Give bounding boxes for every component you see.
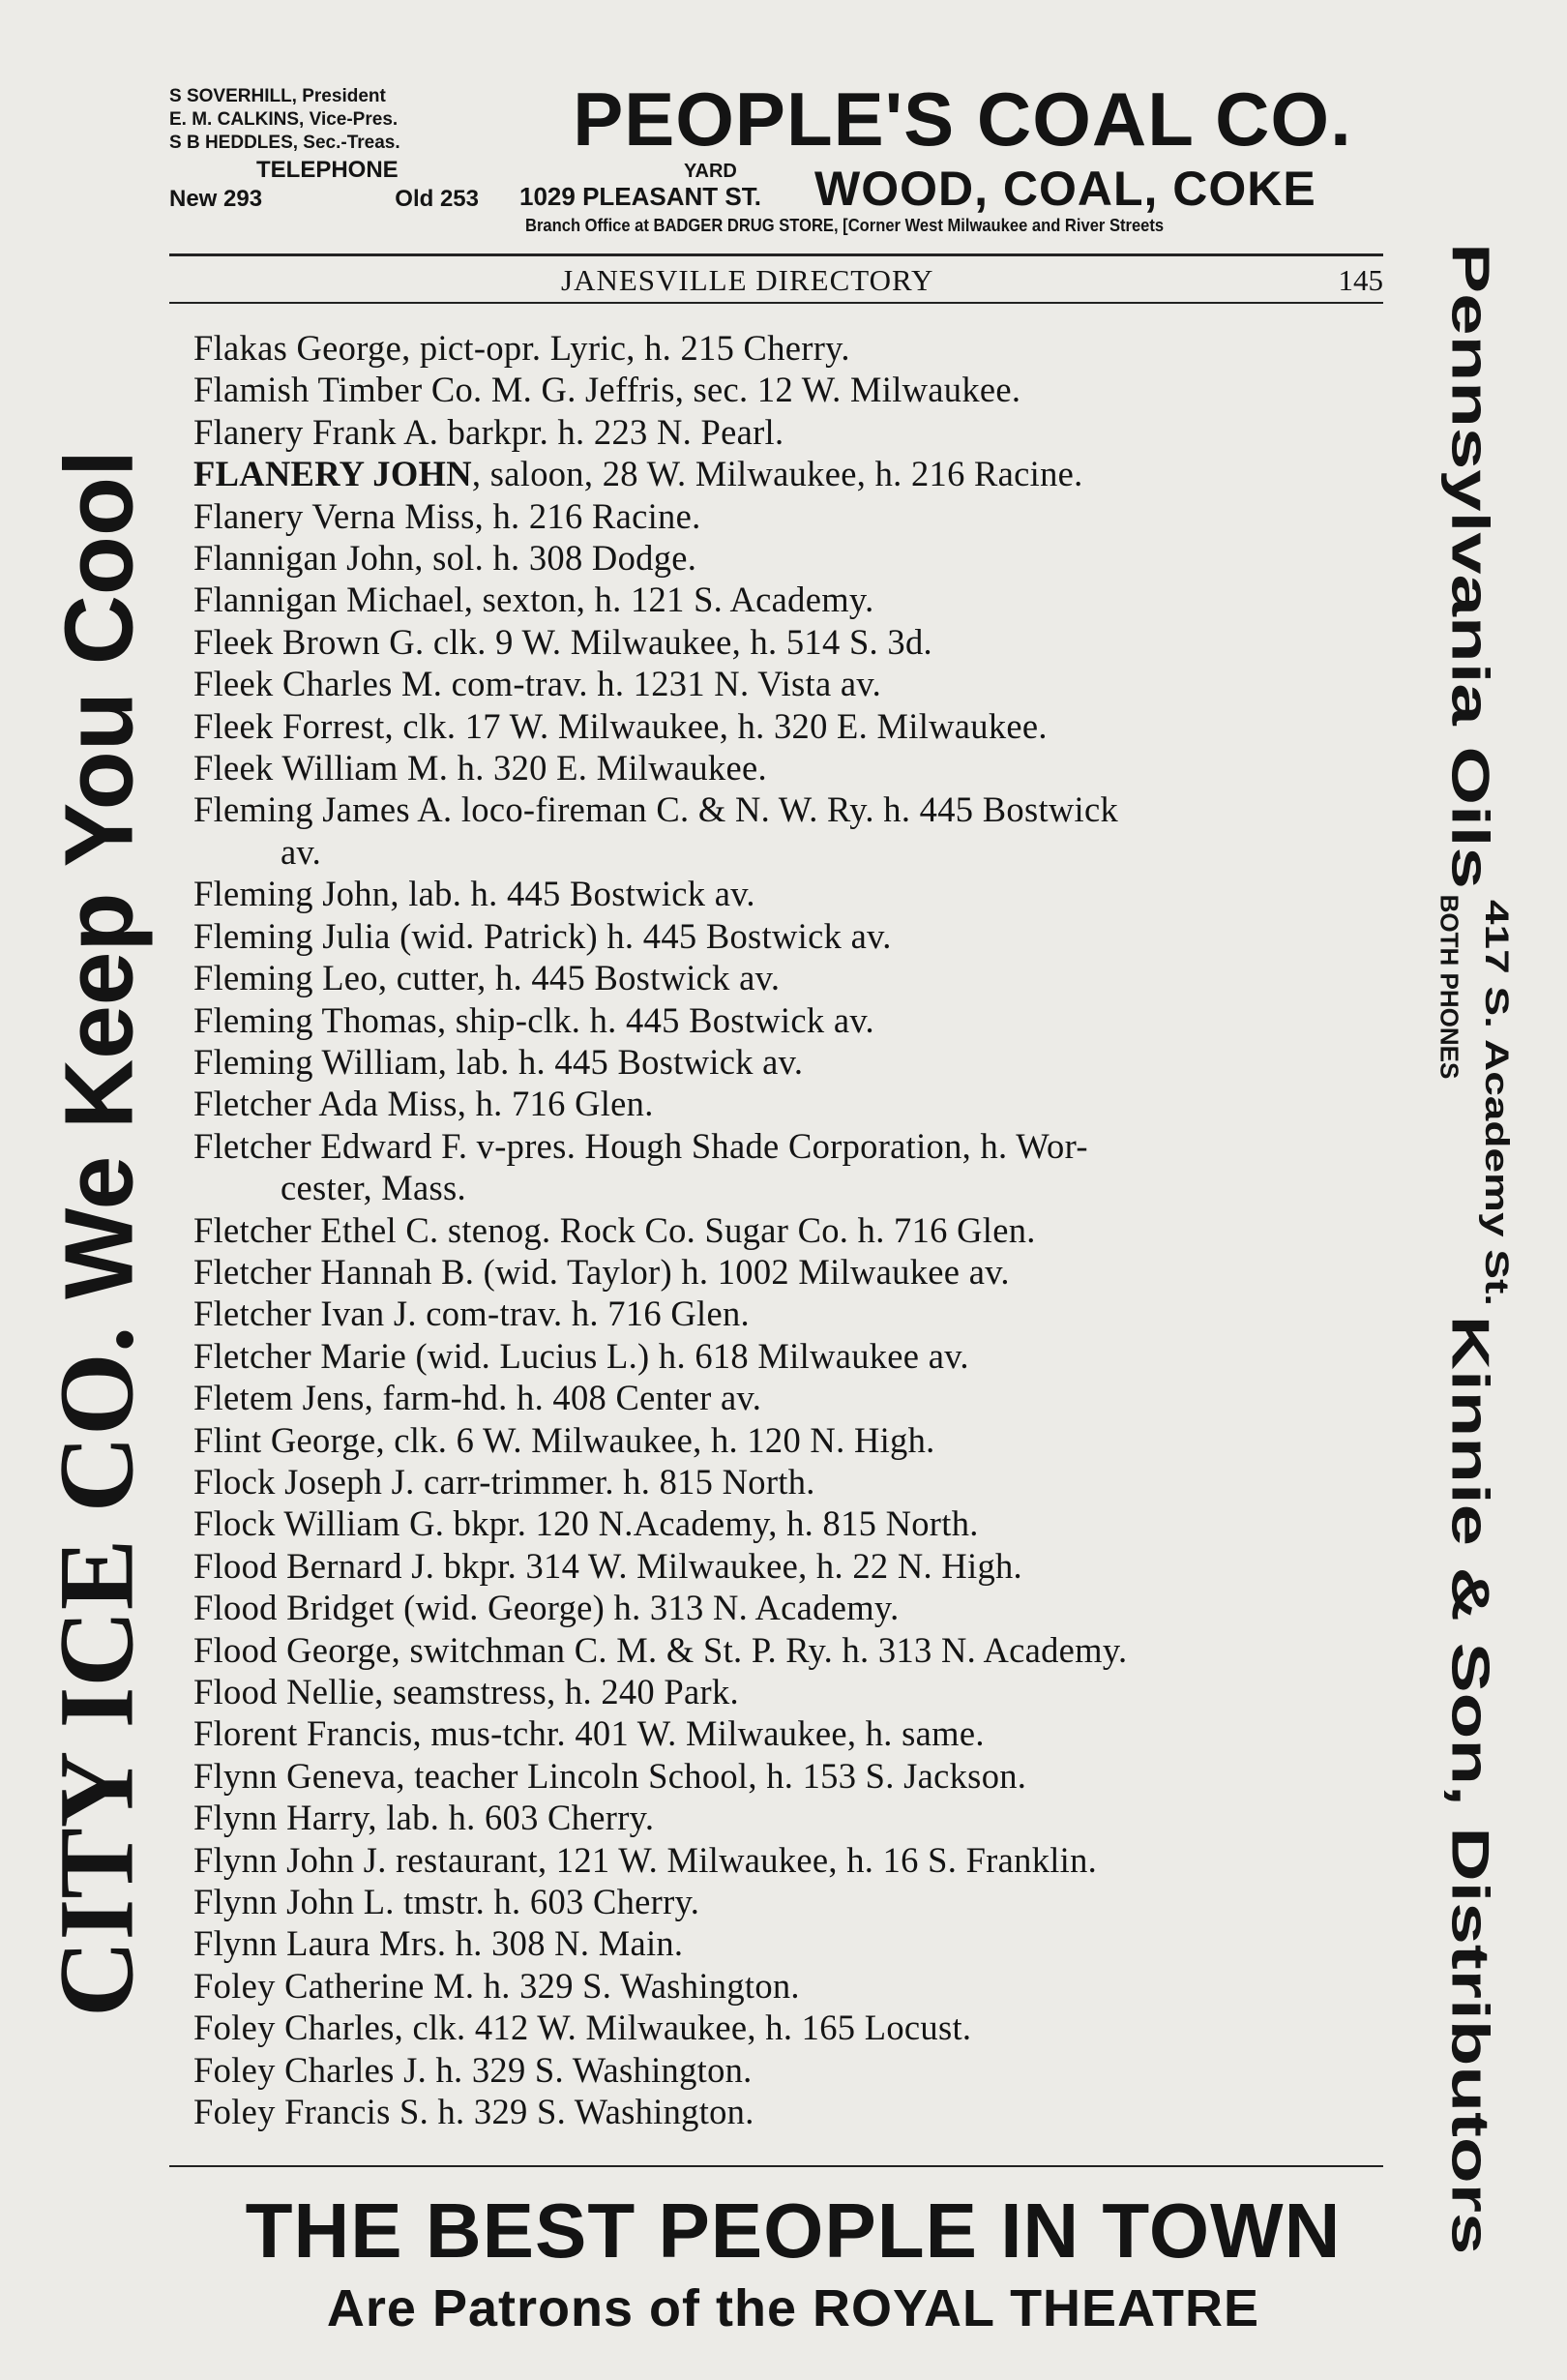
products: WOOD, COAL, COKE (814, 162, 1316, 216)
directory-entry (193, 1629, 1393, 1671)
entry-name: Foley Catherine M. (193, 1965, 475, 2006)
entry-name: Flock William G. (193, 1503, 445, 1544)
entry-name: Fleming Thomas (193, 999, 437, 1040)
directory-entry (193, 1209, 1393, 1251)
directory-entries (193, 327, 1393, 2132)
entry-detail: h. 320 E. Milwaukee. (448, 748, 767, 788)
directory-entry (193, 1587, 1393, 1628)
entry-detail: , lab. h. 603 Cherry. (368, 1798, 655, 1838)
entry-name: Fleek Charles M. (193, 664, 443, 704)
ice-company-name: CITY ICE CO. (37, 1325, 156, 2017)
directory-entry (193, 2049, 1393, 2091)
entry-detail: , pict-opr. Lyric, h. 215 Cherry. (401, 328, 850, 368)
entry-continuation: av. (281, 831, 322, 872)
directory-entry (193, 1881, 1393, 1922)
oils-text: Pennsylvania Oils (1440, 243, 1501, 889)
footer-rule (169, 2165, 1383, 2167)
directory-entry (193, 537, 1393, 579)
address-text: 417 S. Academy St. (1478, 899, 1517, 1307)
directory-entry (193, 957, 1393, 998)
entry-detail: h. 308 N. Main. (446, 1923, 684, 1964)
entry-name: Fletem Jens (193, 1378, 365, 1418)
entry-name: Foley Francis S. (193, 2092, 429, 2132)
directory-entry (193, 453, 1393, 494)
directory-entry (193, 1545, 1393, 1587)
theatre-ad (169, 2182, 1417, 2356)
directory-entry (193, 2007, 1393, 2048)
entry-name: Fletcher Edward F. (193, 1125, 468, 1166)
directory-entry (193, 621, 1393, 663)
directory-entry (193, 1335, 1393, 1377)
entry-detail: com-trav. h. 716 Glen. (416, 1294, 750, 1334)
telephone-numbers (169, 188, 479, 211)
entry-name: Flakas George (193, 328, 402, 368)
oils-ad (1412, 243, 1548, 2255)
directory-entry (193, 1083, 1393, 1124)
header-rule (169, 253, 1383, 256)
entry-name: Flood Nellie (193, 1672, 375, 1711)
entry-name: Fleek Forrest (193, 705, 385, 746)
directory-entry (193, 705, 1393, 747)
entry-detail: , lab. h. 445 Bostwick av. (437, 1041, 804, 1082)
directory-entry (193, 1671, 1393, 1712)
entry-name: Flannigan Michael (193, 580, 464, 620)
running-head-rule (169, 302, 1383, 304)
company-name: PEOPLE'S COAL CO. (573, 76, 1352, 162)
entry-detail: clk. 9 W. Milwaukee, h. 514 S. 3d. (424, 621, 932, 662)
entry-name: Fletcher Ada Miss (193, 1084, 458, 1124)
directory-entry (193, 411, 1393, 453)
directory-entry (193, 1125, 1393, 1209)
directory-entry (193, 1965, 1393, 2007)
entry-detail: bkpr. 120 N.Academy, h. 815 North. (444, 1503, 979, 1544)
directory-entry (193, 1712, 1393, 1754)
entry-name: Flanery Verna Miss (193, 495, 475, 536)
entry-name: Flood George (193, 1629, 392, 1670)
entry-detail: h. 329 S. Washington. (427, 2049, 753, 2090)
entry-name: Flock Joseph J. (193, 1461, 415, 1502)
theatre-headline: THE BEST PEOPLE IN TOWN (245, 2187, 1342, 2274)
entry-name: Flamish Timber Co. (193, 370, 483, 410)
entry-name: Flood Bernard J. (193, 1545, 435, 1586)
entry-detail: loco-fireman C. & N. W. Ry. h. 445 Bostwick (452, 789, 1119, 830)
directory-entry (193, 369, 1393, 410)
entry-name: Flynn Geneva (193, 1755, 397, 1796)
directory-entry (193, 788, 1393, 873)
entry-detail: , sol. h. 308 Dodge. (414, 538, 697, 579)
entry-detail: bkpr. 314 W. Milwaukee, h. 22 N. High. (434, 1545, 1022, 1586)
directory-entry (193, 1502, 1393, 1544)
entry-detail: , ship-clk. h. 445 Bostwick av. (436, 999, 874, 1040)
entry-detail: , switchman C. M. & St. P. Ry. h. 313 N. Academy. (391, 1629, 1128, 1670)
entry-detail: M. G. Jeffris, sec. 12 W. Milwaukee. (482, 370, 1021, 410)
entry-detail: , saloon, 28 W. Milwaukee, h. 216 Racine. (471, 454, 1083, 494)
entry-name: Flynn John L. (193, 1882, 395, 1922)
entry-name: Fleming Julia (193, 915, 391, 956)
phone-old: Old 253 (395, 186, 479, 212)
entry-name: Fleming William (193, 1041, 438, 1082)
entry-name: Fletcher Marie (193, 1335, 407, 1376)
entry-name: Flannigan John (193, 538, 415, 579)
running-head (169, 263, 1383, 298)
entry-detail: carr-trimmer. h. 815 North. (414, 1461, 815, 1502)
officer-vice-president: E. M. CALKINS, Vice-Pres. (169, 109, 399, 130)
entry-detail: , seamstress, h. 240 Park. (374, 1672, 739, 1711)
officer-president: S SOVERHILL, President (169, 86, 386, 106)
yard-label: YARD (684, 161, 737, 182)
entry-name: Foley Charles (193, 2008, 395, 2048)
directory-entry (193, 1839, 1393, 1881)
entry-detail: h. 329 S. Washington. (429, 2092, 754, 2132)
directory-entry (193, 663, 1393, 704)
directory-entry (193, 1377, 1393, 1418)
entry-detail: com-trav. h. 1231 N. Vista av. (442, 664, 882, 704)
entry-detail: barkpr. h. 223 N. Pearl. (438, 411, 784, 452)
entry-name: Fleming James A. (193, 789, 453, 830)
directory-entry (193, 1251, 1393, 1293)
directory-entry (193, 1922, 1393, 1964)
entry-continuation: cester, Mass. (281, 1168, 466, 1208)
phone-new: New 293 (169, 186, 263, 212)
directory-entry (193, 495, 1393, 537)
directory-title: JANESVILLE DIRECTORY (561, 263, 934, 297)
telephone-label: TELEPHONE (256, 157, 399, 183)
coal-company-ad (169, 75, 1417, 250)
theatre-subline: Are Patrons of the ROYAL THEATRE (326, 2279, 1260, 2337)
entry-name: Fletcher Ivan J. (193, 1294, 417, 1334)
entry-name: Flynn John J. (193, 1839, 387, 1880)
yard-row (519, 161, 1419, 219)
directory-entry (193, 1293, 1393, 1334)
entry-detail: , sexton, h. 121 S. Academy. (463, 580, 874, 620)
directory-entry (193, 1419, 1393, 1461)
entry-detail: h. 329 S. Washington. (474, 1965, 800, 2006)
directory-entry (193, 1797, 1393, 1838)
entry-detail: tmstr. h. 603 Cherry. (394, 1882, 700, 1922)
entry-detail: , cutter, h. 445 Bostwick av. (377, 958, 781, 998)
directory-entry (193, 999, 1393, 1041)
officer-secretary: S B HEDDLES, Sec.-Treas. (169, 133, 400, 153)
directory-entry (193, 327, 1393, 369)
directory-entry (193, 579, 1393, 620)
entry-name: FLANERY JOHN (193, 454, 472, 494)
officers-block (169, 85, 488, 211)
entry-name: Fleek Brown G. (193, 621, 425, 662)
directory-entry (193, 2091, 1393, 2132)
entry-detail: stenog. Rock Co. Sugar Co. h. 716 Glen. (438, 1209, 1036, 1250)
entry-detail: v-pres. Hough Shade Corporation, h. Wor- (467, 1125, 1088, 1166)
entry-name: Flint George (193, 1419, 376, 1460)
directory-entry (193, 1461, 1393, 1502)
ice-company-ad (39, 266, 155, 2201)
branch-office: Branch Office at BADGER DRUG STORE, [Corner West Milwaukee and River Streets (525, 216, 1165, 235)
entry-name: Florent Francis (193, 1713, 413, 1754)
entry-detail: (wid. Taylor) h. 1002 Milwaukee av. (474, 1251, 1010, 1292)
entry-detail: , clk. 17 W. Milwaukee, h. 320 E. Milwaukee. (384, 705, 1048, 746)
entry-name: Flynn Laura Mrs. (193, 1923, 447, 1964)
directory-entry (193, 873, 1393, 914)
entry-detail: restaurant, 121 W. Milwaukee, h. 16 S. Franklin. (386, 1839, 1098, 1880)
directory-entry (193, 1041, 1393, 1083)
directory-entry (193, 1755, 1393, 1797)
directory-entry (193, 915, 1393, 957)
entry-name: Fleming John (193, 874, 391, 914)
entry-detail: , h. 716 Glen. (457, 1084, 654, 1124)
entry-detail: , farm-hd. h. 408 Center av. (364, 1378, 762, 1418)
entry-detail: , h. 216 Racine. (474, 495, 701, 536)
entry-name: Flanery Frank A. (193, 411, 439, 452)
ice-company-slogan: We Keep You Cool (44, 450, 154, 1299)
entry-detail: , clk. 6 W. Milwaukee, h. 120 N. High. (375, 1419, 935, 1460)
entry-name: Fleming Leo (193, 958, 378, 998)
entry-detail: , teacher Lincoln School, h. 153 S. Jackson. (396, 1755, 1027, 1796)
entry-name: Fletcher Ethel C. (193, 1209, 439, 1250)
entry-detail: , clk. 412 W. Milwaukee, h. 165 Locust. (394, 2008, 972, 2048)
phones-text: BOTH PHONES (1434, 894, 1464, 1080)
entry-detail: , lab. h. 445 Bostwick av. (390, 874, 755, 914)
ice-company-text (36, 266, 159, 2201)
distributor-text: Kinnie & Son, Distributors (1440, 1315, 1501, 2255)
entry-detail: , mus-tchr. 401 W. Milwaukee, h. same. (412, 1713, 985, 1754)
page-number: 145 (1338, 263, 1383, 297)
entry-name: Fleek William M. (193, 748, 449, 788)
entry-detail: (wid. Patrick) h. 445 Bostwick av. (390, 915, 892, 956)
entry-detail: (wid. Lucius L.) h. 618 Milwaukee av. (406, 1335, 969, 1376)
yard-address: 1029 PLEASANT ST. (519, 182, 761, 211)
entry-name: Foley Charles J. (193, 2049, 428, 2090)
entry-name: Fletcher Hannah B. (193, 1251, 475, 1292)
entry-name: Flood Bridget (193, 1588, 395, 1628)
entry-detail: (wid. George) h. 313 N. Academy. (394, 1588, 900, 1628)
directory-entry (193, 747, 1393, 788)
entry-name: Flynn Harry (193, 1798, 369, 1838)
